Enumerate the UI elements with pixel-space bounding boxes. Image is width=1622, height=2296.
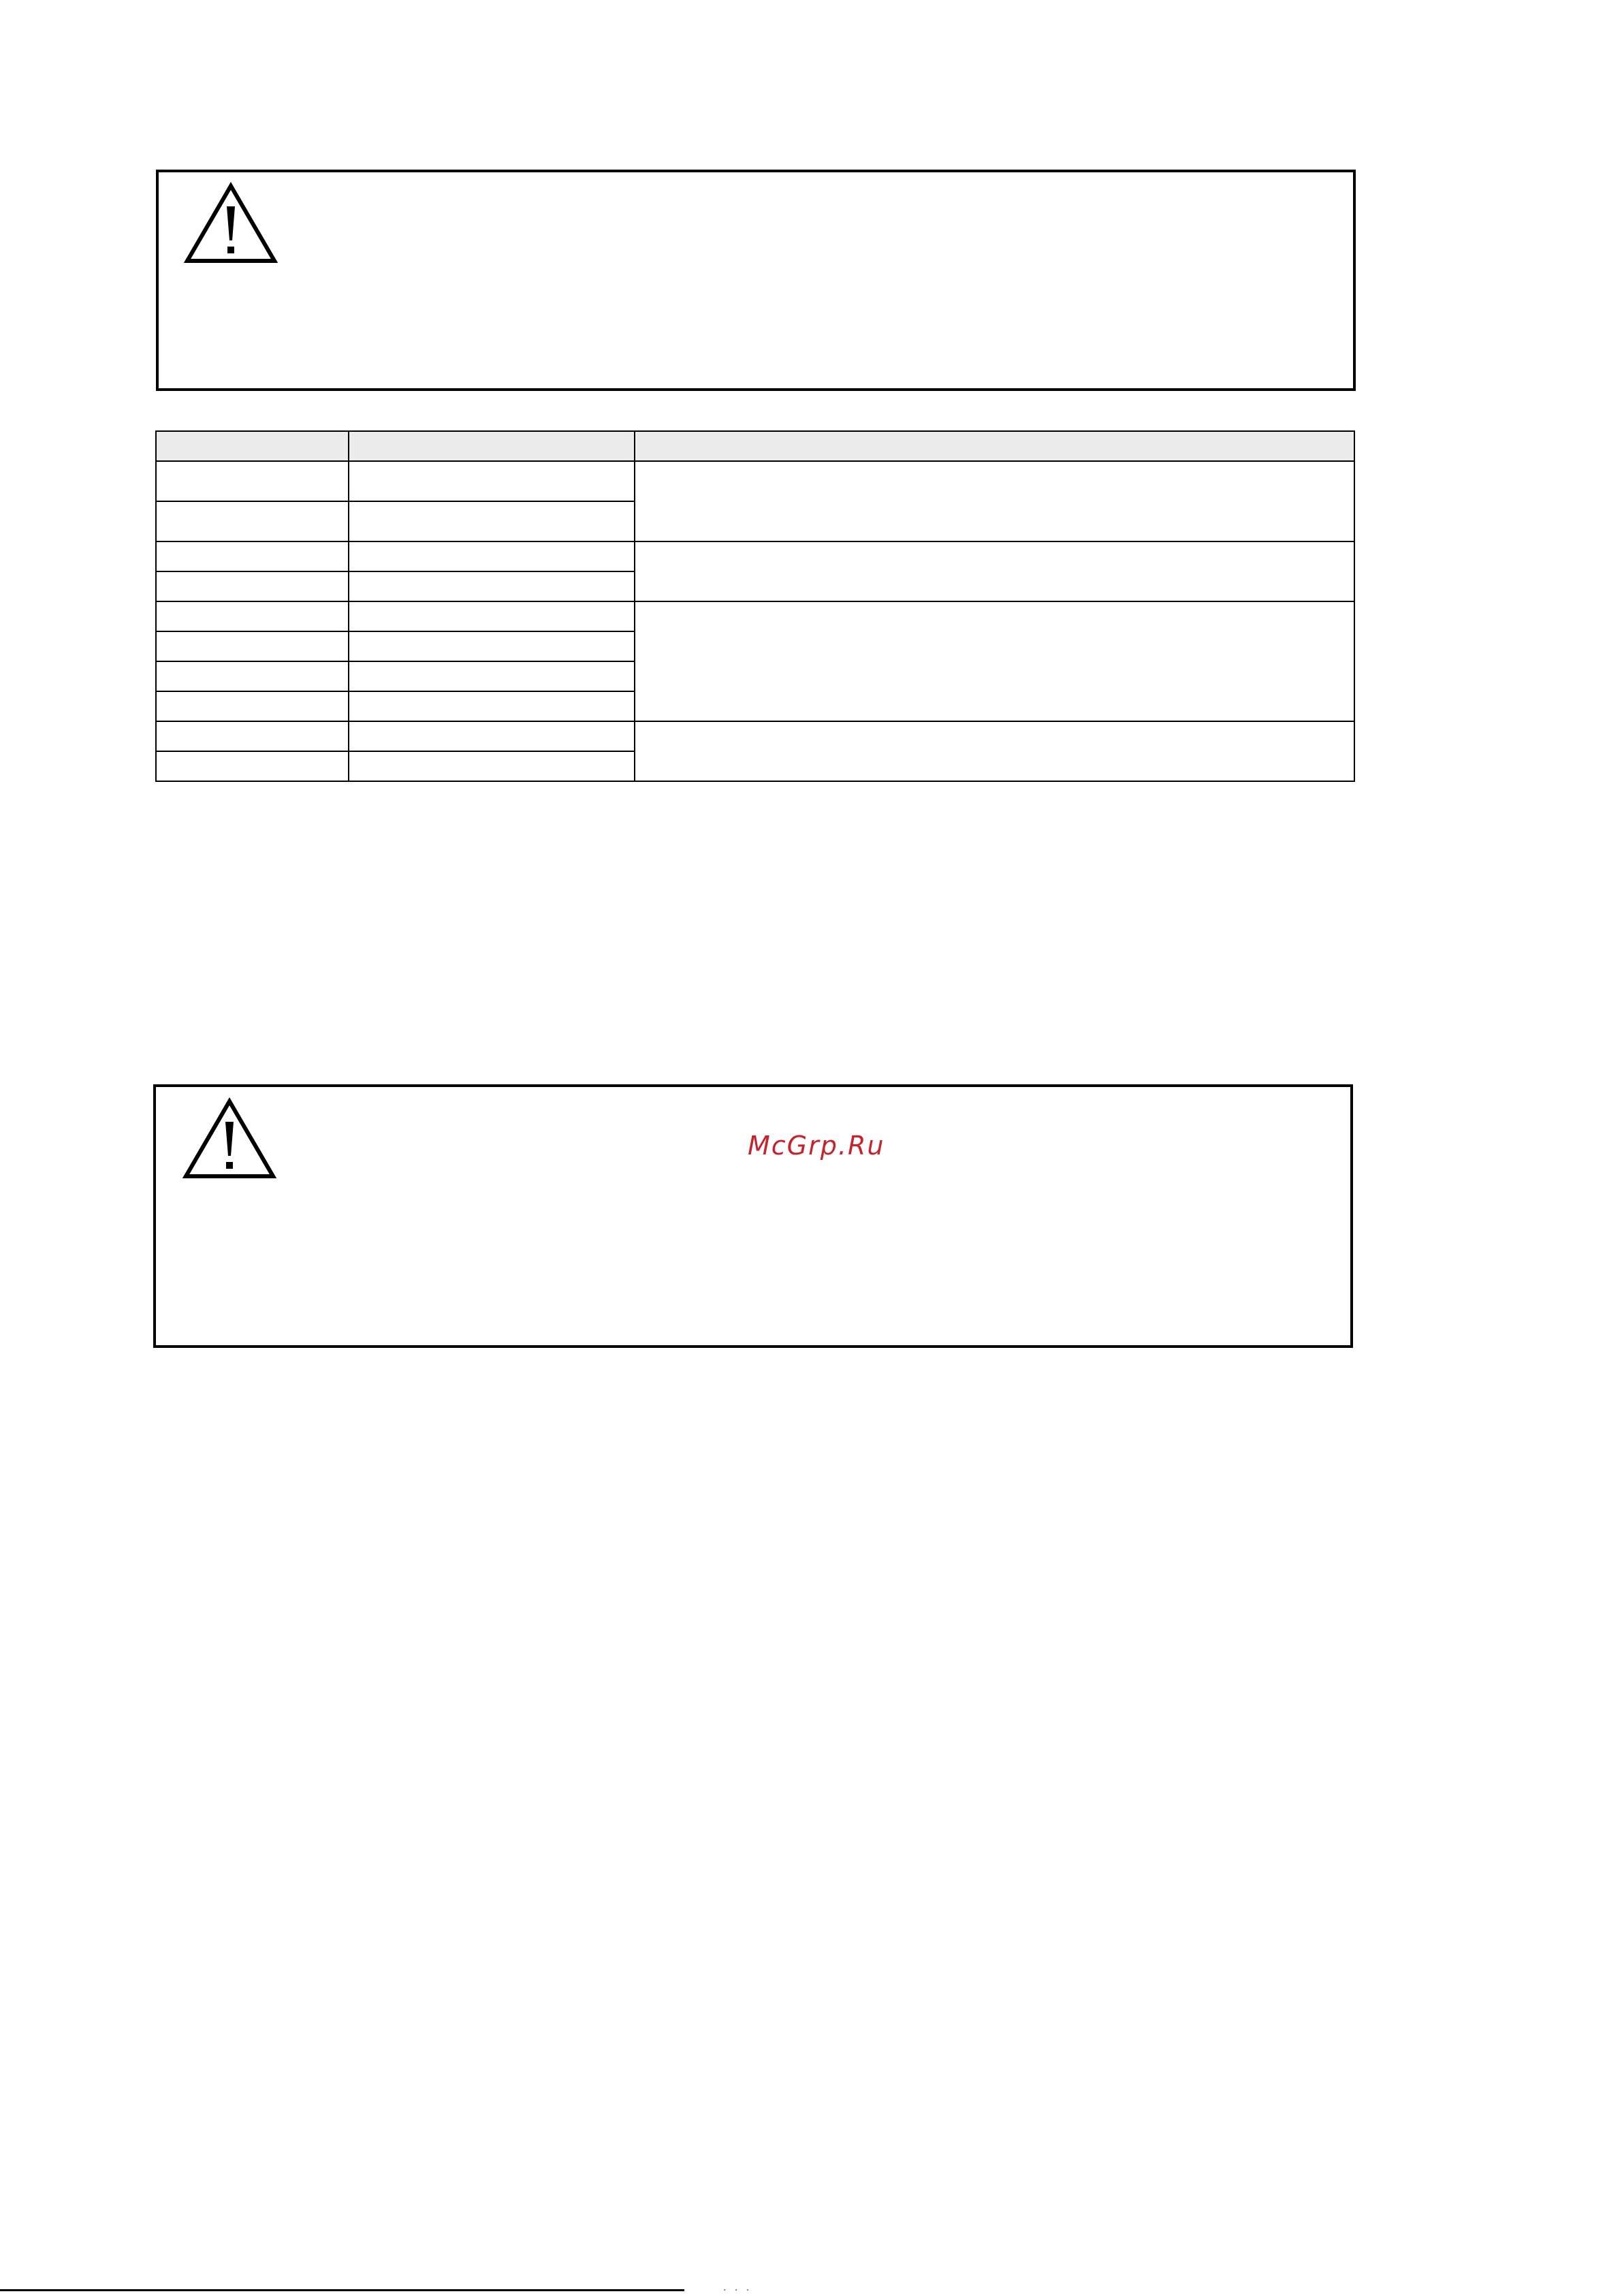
table-cell — [156, 541, 349, 571]
table-row — [156, 461, 1354, 501]
table-cell — [349, 631, 635, 661]
table-cell-description — [635, 461, 1354, 541]
table-cell — [349, 571, 635, 601]
table-cell — [349, 661, 635, 691]
table-cell — [156, 721, 349, 751]
table-cell — [156, 601, 349, 631]
table-cell — [349, 461, 635, 501]
table-cell — [349, 721, 635, 751]
table-cell — [156, 571, 349, 601]
table-cell — [156, 501, 349, 541]
table-cell — [156, 661, 349, 691]
table-header-cell — [156, 431, 349, 461]
table-cell-description — [635, 601, 1354, 721]
table-cell — [349, 501, 635, 541]
table-row — [156, 601, 1354, 631]
watermark-text: McGrp.Ru — [748, 1131, 885, 1161]
warning-triangle-icon — [183, 182, 279, 265]
warning-triangle-icon — [182, 1097, 277, 1180]
table-header-row — [156, 431, 1354, 461]
table-header-cell — [635, 431, 1354, 461]
table-cell-description — [635, 541, 1354, 601]
warning-box-2 — [153, 1084, 1353, 1348]
warning-box-1 — [156, 170, 1356, 391]
footer-rule — [0, 2289, 684, 2291]
table-cell — [156, 631, 349, 661]
table-cell — [156, 751, 349, 781]
footer-marks: · · · — [723, 2285, 752, 2296]
table-cell-description — [635, 721, 1354, 781]
table-header-cell — [349, 431, 635, 461]
spec-table — [155, 430, 1355, 782]
table-row — [156, 721, 1354, 751]
table-cell — [349, 601, 635, 631]
table-cell — [349, 541, 635, 571]
table-cell — [156, 691, 349, 721]
table-cell — [349, 691, 635, 721]
table-cell — [156, 461, 349, 501]
table-row — [156, 541, 1354, 571]
table-cell — [349, 751, 635, 781]
